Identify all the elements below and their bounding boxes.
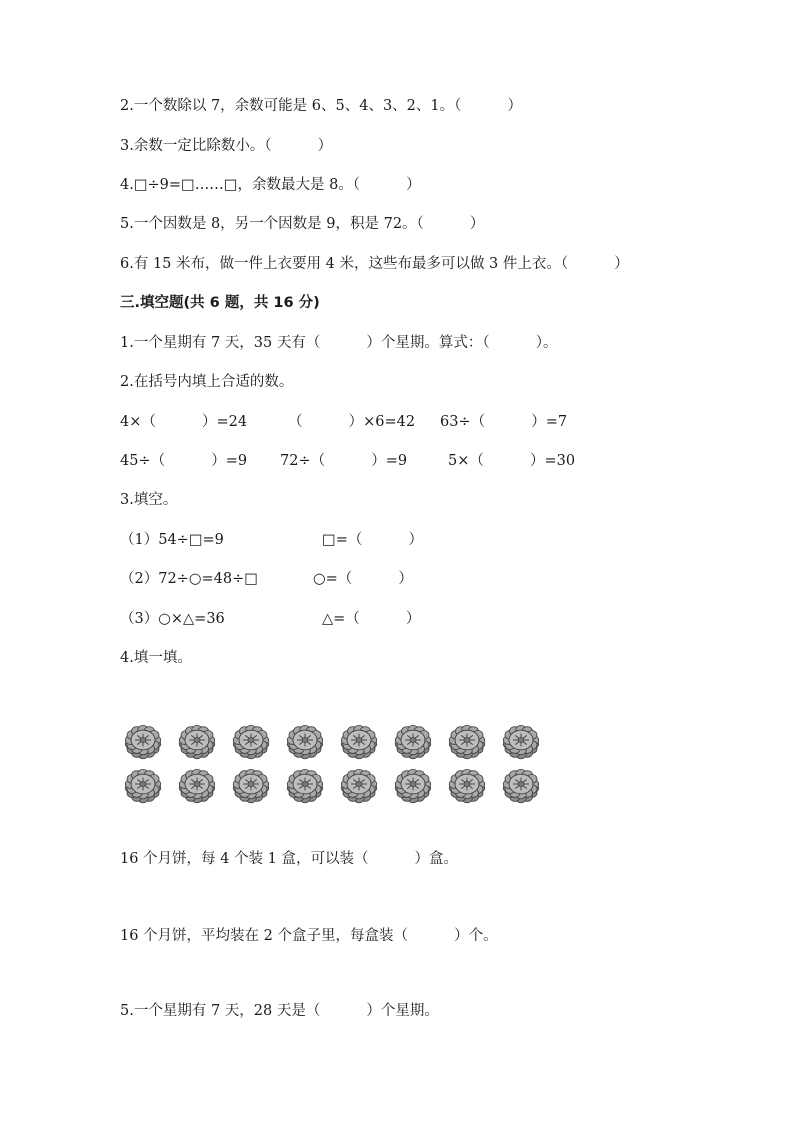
mooncake-icon [228,766,274,806]
equation-cell: （ ）×6=42 [288,414,416,430]
mooncake-icon [390,722,436,762]
judge-question-5: 5.一个因数是 8，另一个因数是 9，积是 72。（ ） [120,216,485,232]
section-title: 三.填空题(共 6 题，共 16 分) [120,295,320,311]
fill-sub-expression: （1）54÷□=9 [120,532,224,548]
fill-sub-answer: ○=（ ） [313,571,413,587]
mooncake-icon [228,722,274,762]
mooncake-icon [336,766,382,806]
mooncake-icon [174,766,220,806]
equation-cell: 4×（ ）=24 [120,414,248,430]
fill-sub-expression: （3）○×△=36 [120,611,225,627]
mooncake-icon [444,766,490,806]
mooncake-icon [282,766,328,806]
mooncake-icon [498,766,544,806]
mooncake-icon [120,722,166,762]
mooncake-icon [174,722,220,762]
fill-question-5: 5.一个星期有 7 天，28 天是（ ）个星期。 [120,1003,439,1019]
mooncake-icon [498,722,544,762]
equation-cell: 5×（ ）=30 [448,453,576,469]
equation-cell: 63÷（ ）=7 [440,414,568,430]
fill-question-4-title: 4.填一填。 [120,650,192,666]
mooncake-icon [120,766,166,806]
fill-question-1: 1.一个星期有 7 天，35 天有（ ）个星期。算式：（ ）。 [120,335,558,351]
fill-sub-answer: □=（ ） [322,532,423,548]
equation-cell: 72÷（ ）=9 [280,453,408,469]
fill-question-2-title: 2.在括号内填上合适的数。 [120,374,294,390]
fill-question-3-title: 3.填空。 [120,492,178,508]
equation-cell: 45÷（ ）=9 [120,453,248,469]
fill-sub-answer: △=（ ） [322,611,421,627]
mooncake-icon [390,766,436,806]
judge-question-4: 4.□÷9=□……□，余数最大是 8。（ ） [120,177,421,193]
mooncake-icon [444,722,490,762]
mooncake-icon [282,722,328,762]
mooncake-question-1: 16 个月饼，每 4 个装 1 盒，可以装（ ）盒。 [120,851,459,867]
judge-question-2: 2.一个数除以 7，余数可能是 6、5、4、3、2、1。（ ） [120,98,522,114]
mooncake-group [120,722,550,812]
judge-question-6: 6.有 15 米布，做一件上衣要用 4 米，这些布最多可以做 3 件上衣。（ ） [120,256,629,272]
mooncake-question-2: 16 个月饼，平均装在 2 个盒子里，每盒装（ ）个。 [120,928,498,944]
fill-sub-expression: （2）72÷○=48÷□ [120,571,258,587]
mooncake-icon [336,722,382,762]
judge-question-3: 3.余数一定比除数小。（ ） [120,138,333,154]
